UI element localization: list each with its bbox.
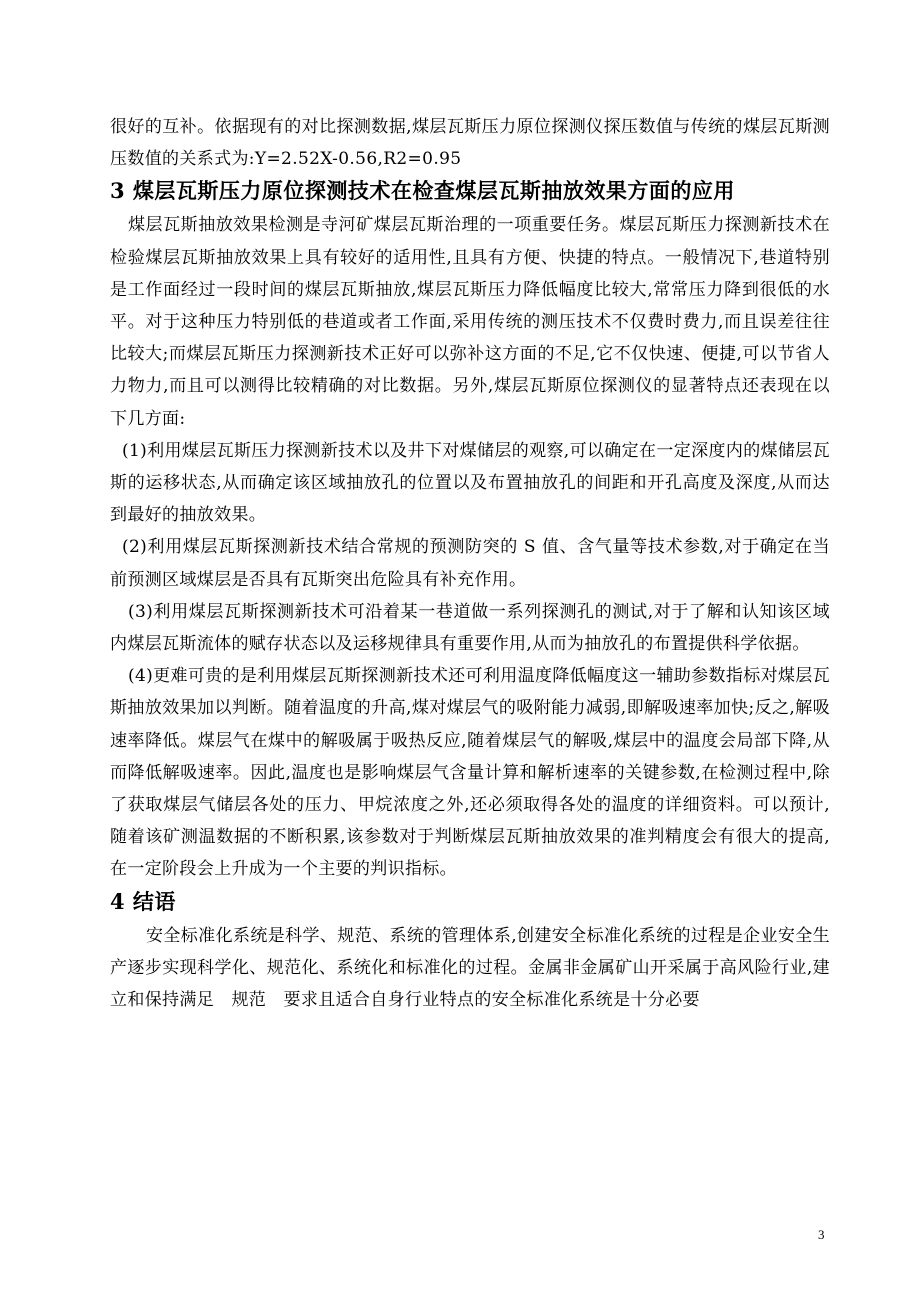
list-item-3: (3)利用煤层瓦斯探测新技术可沿着某一巷道做一系列探测孔的测试,对于了解和认知该区域内煤层瓦斯流体的赋存状态以及运移规律具有重要作用,从而为抽放孔的布置提供科学依据。 [110, 601, 830, 655]
section-3-heading: 3 煤层瓦斯压力原位探测技术在检查煤层瓦斯抽放效果方面的应用 [110, 178, 735, 204]
list-item-4: (4)更难可贵的是利用煤层瓦斯探测新技术还可利用温度降低幅度这一辅助参数指标对煤层瓦斯抽放效果加以判断。随着温度的升高,煤对煤层气的吸附能力减弱,即解吸速率加快;反之,解吸速率降低。煤层气在煤中的解吸属于吸热反应,随着煤层气的解吸,煤层中的温度会局部下降,从而降低解吸速率。因此,温度也是影响煤层气含量计算和解析速率的关键参数,在检测过程中,除了获取煤层气储层各处的压力、甲烷浓度之外,还必须取得各处的温度的详细资料。可以预计,随着该矿测温数据的不断积累,该参数对于判断煤层瓦斯抽放效果的准判精度会有很大的提高,在一定阶段会上升成为一个主要的判识指标。 [110, 666, 830, 880]
section-4-heading: 4 结语 [110, 888, 176, 914]
list-item-1: (1)利用煤层瓦斯压力探测新技术以及井下对煤储层的观察,可以确定在一定深度内的煤储层瓦斯的运移状态,从而确定该区域抽放孔的位置以及布置抽放孔的间距和开孔高度及深度,从而达到最好的抽放效果。 [110, 440, 830, 526]
section-4-body: 安全标准化系统是科学、规范、系统的管理体系,创建安全标准化系统的过程是企业安全生产逐步实现科学化、规范化、系统化和标准化的过程。金属非金属矿山开采属于高风险行业,建立和保持满足 规范 要求且适合自身行业特点的安全标准化系统是十分必要 [110, 925, 830, 1011]
page-number: 3 [818, 1227, 825, 1242]
list-item-2: (2)利用煤层瓦斯探测新技术结合常规的预测防突的 S 值、含气量等技术参数,对于确定在当前预测区域煤层是否具有瓦斯突出危险具有补充作用。 [110, 537, 830, 590]
section-3-body: 煤层瓦斯抽放效果检测是寺河矿煤层瓦斯治理的一项重要任务。煤层瓦斯压力探测新技术在检验煤层瓦斯抽放效果上具有较好的适用性,且具有方便、快捷的特点。一般情况下,巷道特别是工作面经过一段时间的煤层瓦斯抽放,煤层瓦斯压力降低幅度比较大,常常压力降到很低的水平。对于这种压力特别低的巷道或者工作面,采用传统的测压技术不仅费时费力,而且误差往往比较大;而煤层瓦斯压力探测新技术正好可以弥补这方面的不足,它不仅快速、便捷,可以节省人力物力,而且可以测得比较精确的对比数据。另外,煤层瓦斯原位探测仪的显著特点还表现在以下几方面: [110, 215, 830, 429]
intro-paragraph: 很好的互补。依据现有的对比探测数据,煤层瓦斯压力原位探测仪探压数值与传统的煤层瓦斯测压数值的关系式为:Y=2.52X-0.56,R2=0.95 [110, 117, 830, 170]
page-content [110, 111, 830, 1016]
